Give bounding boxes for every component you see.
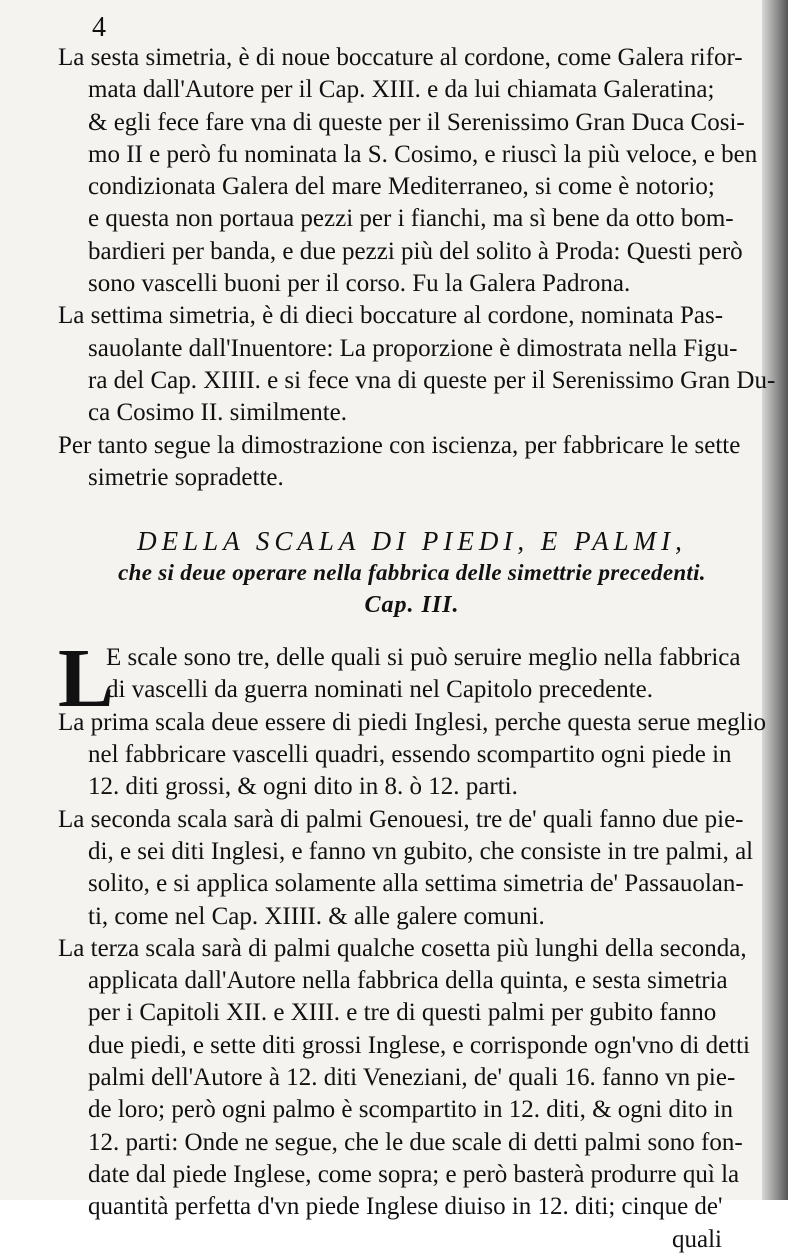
text-line: La seconda scala sarà di palmi Genouesi, tre de' quali fanno due pie- [58,805,744,833]
text-line: de loro; però ogni palmo è scompartito in 12. diti, & ogni dito in [88,1096,734,1124]
bottom-paragraphs [58,707,766,1224]
text-line: La terza scala sarà di palmi qualche cosetta più lunghi della seconda, [58,934,747,962]
text-line: nel fabbricare vascelli quadri, essendo scompartito ogni piede in [88,741,732,769]
text-line: solito, e si applica solamente alla settima simetria de' Passauolan- [88,870,744,898]
text-line: La prima scala deue essere di piedi Inglesi, perche questa serue meglio [58,708,767,736]
chapter-subtitle: che si deue operare nella fabbrica delle simettrie precedenti. [118,560,706,586]
text-line: & egli fece fare vna di queste per il Serenissimo Gran Duca Cosi- [88,108,745,136]
text-line: condizionata Galera del mare Mediterraneo, si come è notorio; [88,173,715,201]
paragraph [58,430,766,495]
text-line: 12. parti: Onde ne segue, che le due scale di detti palmi sono fon- [88,1128,743,1156]
chapter-number: Cap. III. [364,592,460,619]
text-line: simetrie sopradette. [88,463,284,491]
page-text [58,22,776,1256]
text-line: sauolante dall'Inuentore: La proporzione è dimostrata nella Figu- [88,334,738,362]
catchword: quali [672,1225,722,1253]
text-line: applicata dall'Autore nella fabbrica della quinta, e sesta simetria [88,967,728,995]
text-line: 12. diti grossi, & ogni dito in 8. ò 12. parti. [88,773,518,801]
text-line: sono vascelli buoni per il corso. Fu la Galera Padrona. [88,270,631,298]
chapter-title: DELLA SCALA DI PIEDI, E PALMI, [137,526,687,557]
text-line: palmi dell'Autore à 12. diti Veneziani, de' quali 16. fanno vn pie- [88,1064,736,1092]
text-line: ra del Cap. XIIII. e si fece vna di queste per il Serenissimo Gran Du- [88,366,776,394]
text-line: Per tanto segue la dimostrazione con iscienza, per fabbricare le sette [58,431,741,459]
text-line: mo II e però fu nominata la S. Cosimo, e riuscì la più veloce, e ben [88,140,758,168]
paragraph [58,933,766,1224]
page-number: 4 [92,12,106,43]
text-line: di vascelli da guerra nominati nel Capitolo precedente. [106,676,654,704]
paragraph [58,300,776,429]
text-line: di, e sei diti Inglesi, e fanno vn gubito, che consiste in tre palmi, al [88,837,754,865]
text-line: due piedi, e sette diti grossi Inglese, e corrisponde ogn'vno di detti [88,1031,750,1059]
text-line: mata dall'Autore per il Cap. XIII. e da lui chiamata Galeratina; [88,76,715,104]
text-line: E scale sono tre, delle quali si può seruire meglio nella fabbrica [106,644,741,672]
dropcap-lines [58,642,766,707]
paragraph [58,707,766,804]
drop-capital: L [58,632,115,726]
text-line: quantità perfetta d'vn piede Inglese diuiso in 12. diti; cinque de' [88,1193,723,1221]
text-line: per i Capitoli XII. e XIII. e tre di questi palmi per gubito fanno [88,999,717,1027]
text-line: bardieri per banda, e due pezzi più del solito à Proda: Questi però [88,237,743,265]
paragraph [58,804,766,933]
text-line: e questa non portaua pezzi per i fianchi, ma sì bene da otto bom- [88,205,734,233]
text-line: ti, come nel Cap. XIIII. & alle galere comuni. [88,902,545,930]
top-paragraphs [58,42,776,494]
text-line: La sesta simetria, è di noue boccature al cordone, come Galera rifor- [58,44,743,71]
paragraph [58,42,766,300]
text-line: La settima simetria, è di dieci boccature al cordone, nominata Pas- [58,302,724,330]
text-line: date dal piede Inglese, come sopra; e però basterà produrre quì la [88,1160,740,1188]
text-line: ca Cosimo II. similmente. [88,399,347,427]
